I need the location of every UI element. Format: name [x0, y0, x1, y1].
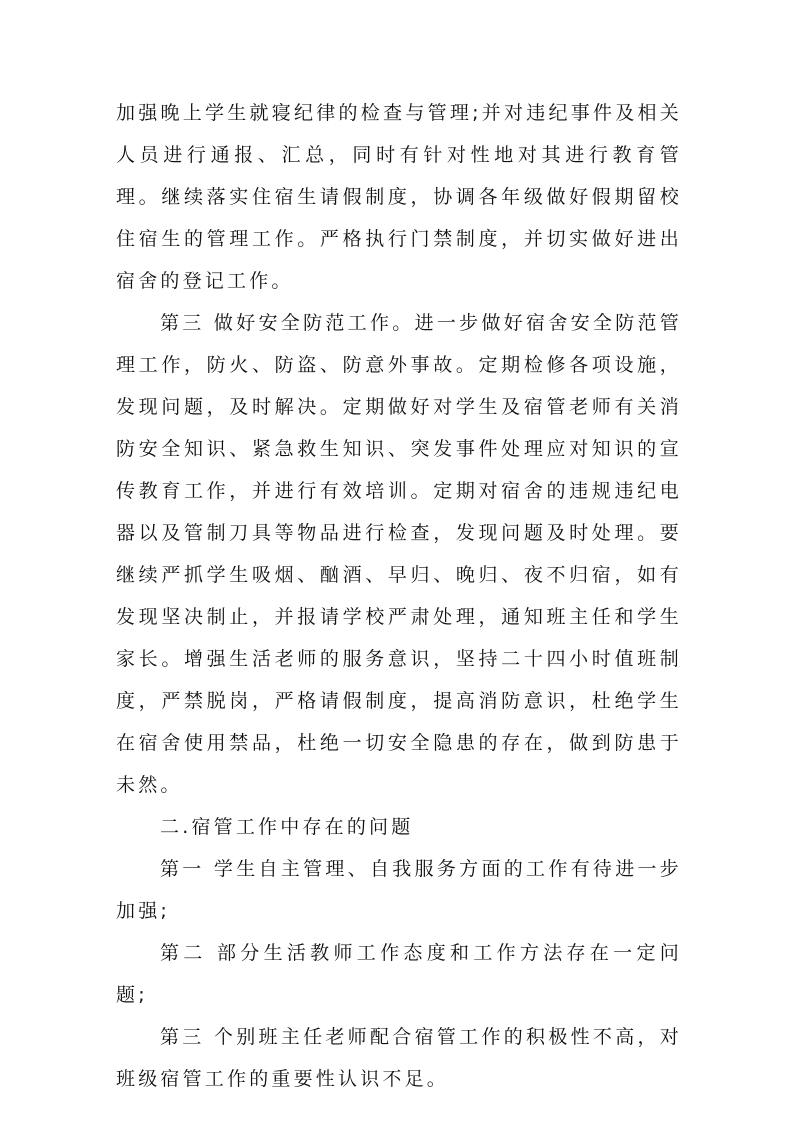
paragraph-problem-third: 第三 个别班主任老师配合宿管工作的积极性不高，对班级宿管工作的重要性认识不足。 [116, 1026, 682, 1090]
section-heading-problems: 二.宿管工作中存在的问题 [160, 816, 414, 838]
paragraph-safety-work: 第三 做好安全防范工作。进一步做好宿舍安全防范管理工作，防火、防盗、防意外事故。定期检修各项设施，发现问题，及时解决。定期做好对学生及宿管老师有关消防安全知识、紧急救生知识、突发事件处理应对知识的宣传教育工作，并进行有效培训。定期对宿舍的违规违纪电器以及管制刀具等物品进行检查，发现问题及时处理。要继续严抓学生吸烟、酗酒、早归、晚归、夜不归宿，如有发现坚决制止，并报请学校严肃处理，通知班主任和学生家长。增强生活老师的服务意识，坚持二十四小时值班制度，严禁脱岗，严格请假制度，提高消防意识，杜绝学生在宿舍使用禁品，杜绝一切安全隐患的存在，做到防患于未然。 [116, 312, 682, 796]
paragraph-dormitory-discipline: 加强晚上学生就寝纪律的检查与管理;并对违纪事件及相关人员进行通报、汇总，同时有针对性地对其进行教育管理。继续落实住宿生请假制度，协调各年级做好假期留校住宿生的管理工作。严格执行门禁制度，并切实做好进出宿舍的登记工作。 [116, 102, 682, 292]
document-body [116, 92, 682, 1100]
paragraph-problem-second: 第二 部分生活教师工作态度和工作方法存在一定问题; [116, 942, 682, 1006]
paragraph-problem-first: 第一 学生自主管理、自我服务方面的工作有待进一步加强; [116, 858, 682, 922]
